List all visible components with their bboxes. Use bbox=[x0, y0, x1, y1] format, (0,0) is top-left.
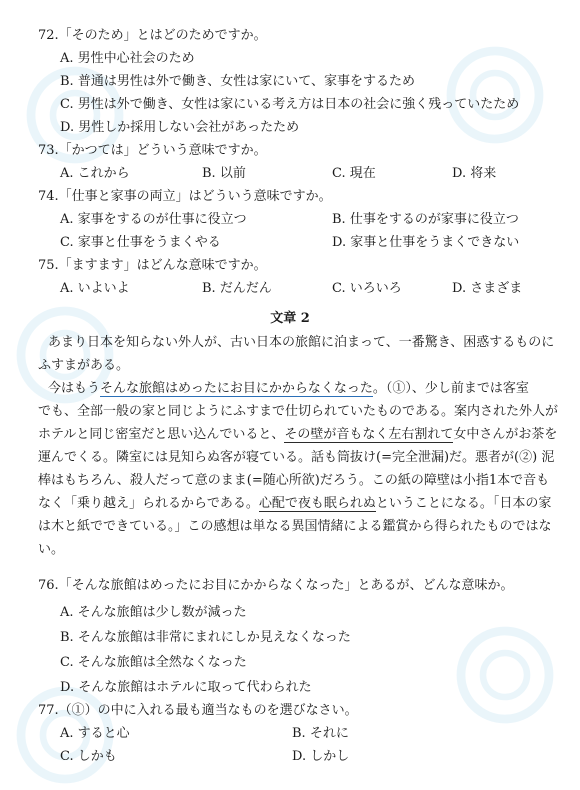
q76-option-a[interactable]: A. そんな旅館は少し数が減った bbox=[60, 605, 247, 620]
q76-option-d[interactable]: D. そんな旅館はホテルに取って代わられた bbox=[60, 680, 312, 695]
q76-option-b[interactable]: B. そんな旅館は非常にまれにしか見えなくなった bbox=[60, 630, 351, 645]
q72-option-a[interactable]: A. 男性中心社会のため bbox=[60, 51, 195, 66]
q73-option-d[interactable]: D. 将来 bbox=[452, 166, 497, 181]
q74-option-b[interactable]: B. 仕事をするのが家事に役立つ bbox=[332, 212, 519, 227]
passage-text: 今はもう bbox=[48, 381, 101, 396]
passage-text: 。（①）、少し前までは客室 bbox=[372, 381, 529, 396]
q72-stem: 72.「そのため」とはどのためですか。 bbox=[38, 28, 267, 43]
passage-line-10: い。 bbox=[38, 542, 65, 557]
passage-text: ホテルと同じ密室だと思い込んでいると、 bbox=[38, 427, 285, 442]
q77-option-b[interactable]: B. それに bbox=[292, 726, 349, 741]
q77-option-c[interactable]: C. しかも bbox=[60, 749, 117, 764]
q75-option-b[interactable]: B. だんだん bbox=[202, 281, 272, 296]
passage-line-3 bbox=[48, 381, 568, 397]
q75-option-d[interactable]: D. さまざま bbox=[452, 281, 523, 296]
q77-stem: 77.（①）の中に入れる最も適当なものを選びなさい。 bbox=[38, 703, 358, 718]
underlined-phrase-3: 心配で夜も眠られぬ bbox=[258, 496, 376, 511]
watermark-logo-icon bbox=[450, 620, 560, 730]
section-title: 文章 2 bbox=[270, 311, 310, 326]
passage-line-4: でも、全部一般の家と同じようにふすまで仕切られていたものである。案内された外人が bbox=[38, 404, 559, 419]
q77-option-a[interactable]: A. すると心 bbox=[60, 726, 130, 741]
q74-stem: 74.「仕事と家事の両立」はどういう意味ですか。 bbox=[38, 189, 332, 204]
passage-line-1: あまり日本を知らない外人が、古い日本の旅館に泊まって、一番驚き、困惑するものに bbox=[48, 335, 555, 350]
watermark-logo-icon bbox=[440, 40, 550, 150]
passage-line-9: は木と紙でできている。」この感想は単なる異国情緒による鑑賞から得られたものではな bbox=[38, 519, 552, 534]
underlined-phrase-1: そんな旅館はめったにお目にかからなくなった bbox=[100, 381, 373, 396]
q75-option-c[interactable]: C. いろいろ bbox=[332, 281, 402, 296]
q75-option-a[interactable]: A. いよいよ bbox=[60, 281, 130, 296]
q72-option-c[interactable]: C. 男性は外で働き、女性は家にいる考え方は日本の社会に強く残っていたため bbox=[60, 97, 520, 112]
q76-stem: 76.「そんな旅館はめったにお目にかからなくなった」とあるが、どんな意味か。 bbox=[38, 578, 514, 593]
passage-line-7: 棒はもちろん、殺人だって意のまま(=随心所欲)だろう。この紙の障壁は小指1本で音も bbox=[38, 473, 550, 488]
q77-option-d[interactable]: D. しかし bbox=[292, 749, 350, 764]
q73-option-b[interactable]: B. 以前 bbox=[202, 166, 246, 181]
passage-line-2: ふすまがある。 bbox=[38, 358, 130, 373]
passage-text: なく「乗り越え」られるからである。 bbox=[38, 496, 259, 511]
q73-option-c[interactable]: C. 現在 bbox=[332, 166, 376, 181]
passage-line-6: 運んでくる。隣室には見知らぬ客が寝ている。話も筒抜け(=完全泄漏)だ。悪者が(②) 泥 bbox=[38, 450, 555, 465]
q73-stem: 73.「かつては」どういう意味ですか。 bbox=[38, 143, 267, 158]
passage-text: 女中さんがお茶を bbox=[453, 427, 558, 442]
passage-line-8 bbox=[38, 496, 558, 512]
underlined-phrase-2: その壁が音もなく左右割れて bbox=[284, 427, 454, 442]
q72-option-b[interactable]: B. 普通は男性は外で働き、女性は家にいて、家事をするため bbox=[60, 74, 416, 89]
q74-option-a[interactable]: A. 家事をするのが仕事に役立つ bbox=[60, 212, 247, 227]
q74-option-d[interactable]: D. 家事と仕事をうまくできない bbox=[332, 235, 520, 250]
q74-option-c[interactable]: C. 家事と仕事をうまくやる bbox=[60, 235, 221, 250]
passage-line-5 bbox=[38, 427, 558, 443]
q73-option-a[interactable]: A. これから bbox=[60, 166, 130, 181]
q75-stem: 75.「ますます」はどんな意味ですか。 bbox=[38, 258, 267, 273]
q76-option-c[interactable]: C. そんな旅館は全然なくなった bbox=[60, 655, 247, 670]
q72-option-d[interactable]: D. 男性しか採用しない会社があったため bbox=[60, 120, 300, 135]
passage-text: ということになる。「日本の家 bbox=[375, 496, 552, 511]
